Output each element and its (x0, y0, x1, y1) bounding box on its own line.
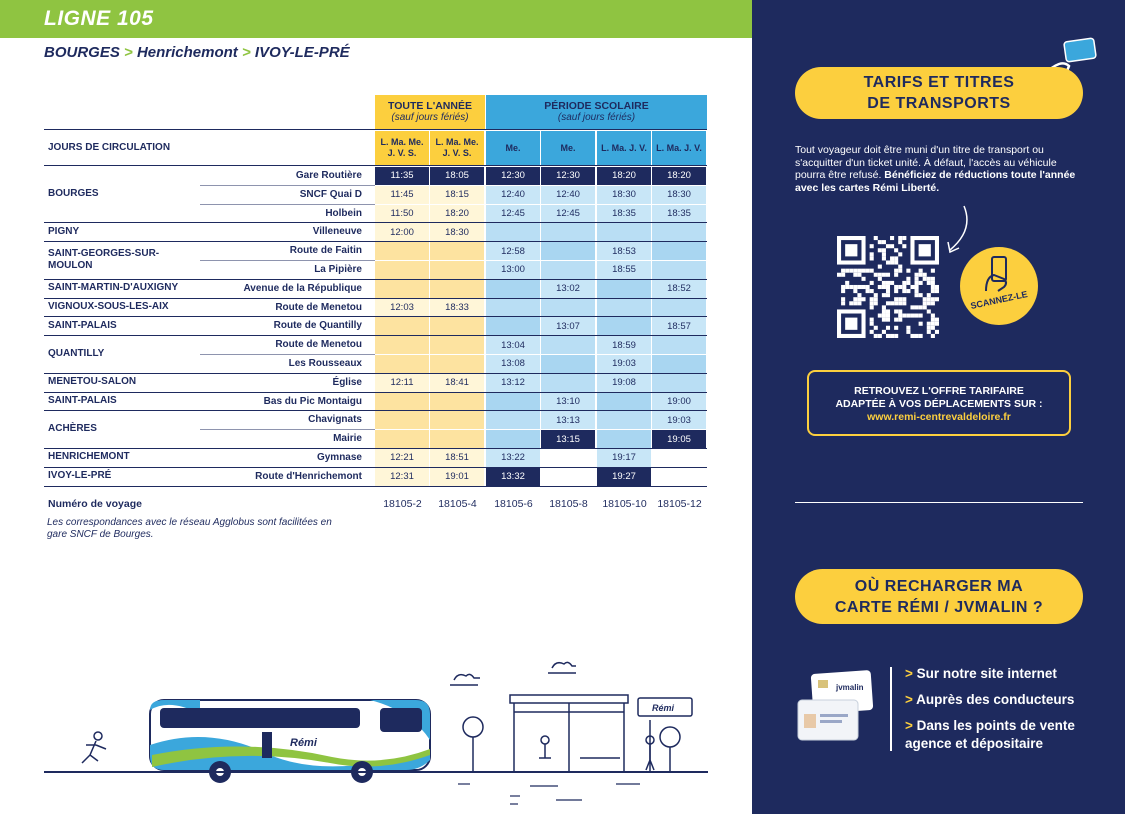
time-cell (597, 317, 651, 335)
connection-note: Les correspondances avec le réseau Agglobus sont facilitées en gare SNCF de Bourges. (47, 517, 332, 540)
time-cell: 19:27 (597, 468, 651, 486)
group-header-all-year (375, 95, 485, 129)
route-title (44, 44, 350, 61)
scan-badge (960, 247, 1038, 325)
time-cell (652, 299, 706, 317)
time-cell: 13:15 (541, 430, 595, 448)
time-cell: 13:04 (486, 336, 540, 354)
time-cell (597, 393, 651, 411)
time-cell (430, 280, 484, 298)
time-cell: 18:33 (430, 299, 484, 317)
town-line (44, 279, 707, 280)
stop-name: Route de Menetou (275, 301, 362, 313)
town-line (44, 241, 707, 242)
time-cell: 18:20 (430, 205, 484, 223)
group-subtitle-school: (sauf jours fériés) (557, 112, 636, 123)
stop-sign-label: Rémi (652, 703, 675, 713)
time-cell: 18:35 (652, 205, 706, 223)
row-line (200, 204, 375, 205)
day-cell: L. Ma. Me. J. V. S. (375, 131, 429, 165)
days-label: JOURS DE CIRCULATION (48, 142, 171, 153)
group-title-school: PÉRIODE SCOLAIRE (544, 100, 649, 112)
qr-code[interactable] (837, 236, 939, 338)
time-cell: 12:30 (541, 167, 595, 185)
time-cell (430, 411, 484, 429)
time-cell (375, 261, 429, 279)
time-cell (430, 317, 484, 335)
time-cell (430, 355, 484, 373)
recharge-location-item (905, 717, 1105, 753)
row-line (200, 260, 375, 261)
table-line (44, 165, 707, 166)
town-line (44, 316, 707, 317)
stop-name: Bas du Pic Montaigu (263, 395, 362, 407)
time-cell: 12:31 (375, 468, 429, 486)
bus-icon (150, 700, 430, 783)
time-cell (430, 430, 484, 448)
group-subtitle-all-year: (sauf jours fériés) (391, 112, 469, 123)
time-cell: 13:00 (486, 261, 540, 279)
tariffs-title: TARIFS ET TITRES DE TRANSPORTS (863, 74, 1015, 112)
time-cell: 12:30 (486, 167, 540, 185)
time-cell (486, 280, 540, 298)
time-cell: 11:50 (375, 205, 429, 223)
town-line (44, 486, 707, 487)
time-cell: 13:13 (541, 411, 595, 429)
time-cell (430, 261, 484, 279)
stop-name: Mairie (333, 433, 362, 445)
time-cell: 13:12 (486, 374, 540, 392)
recharge-title-pill (795, 569, 1083, 624)
row-line (200, 354, 375, 355)
town-name: MENETOU-SALON (48, 376, 137, 388)
recharge-location-item (905, 691, 1105, 709)
time-cell (541, 336, 595, 354)
town-line (44, 373, 707, 374)
town-line (44, 467, 707, 468)
time-cell: 12:40 (541, 186, 595, 204)
transport-cards-icon (796, 670, 876, 744)
bus-brand-label: Rémi (290, 737, 317, 749)
town-name: PIGNY (48, 225, 80, 237)
time-cell (652, 336, 706, 354)
trip-number: 18105-8 (549, 497, 588, 510)
stop-name: Villeneuve (312, 226, 362, 238)
time-cell (375, 280, 429, 298)
offer-line-1: RETROUVEZ L'OFFRE TARIFAIRE (854, 385, 1024, 397)
time-cell: 18:51 (430, 449, 484, 467)
stop-name: Route de Faitin (289, 245, 362, 257)
time-cell: 18:30 (652, 186, 706, 204)
cards-divider (890, 667, 892, 751)
town-line (44, 448, 707, 449)
trip-number: 18105-4 (438, 497, 477, 510)
time-cell (375, 411, 429, 429)
day-cell: Me. (541, 131, 595, 165)
trip-number: 18105-10 (602, 497, 647, 510)
time-cell: 18:30 (597, 186, 651, 204)
time-cell (541, 374, 595, 392)
day-cell: Me. (486, 131, 540, 165)
time-cell: 19:08 (597, 374, 651, 392)
time-cell: 19:05 (652, 430, 706, 448)
time-cell (541, 223, 595, 241)
stop-name: Gymnase (316, 452, 362, 463)
stop-name: Chavignats (308, 414, 362, 426)
bus-stop-illustration (40, 650, 720, 810)
time-cell: 18:41 (430, 374, 484, 392)
stop-name: Route de Menetou (275, 339, 362, 351)
time-cell (652, 223, 706, 241)
time-cell (652, 261, 706, 279)
time-cell (375, 317, 429, 335)
time-cell (597, 280, 651, 298)
time-cell: 18:57 (652, 317, 706, 335)
stop-name: SNCF Quai D (299, 188, 362, 200)
stop-name: Les Rousseaux (288, 358, 362, 369)
stop-name: Holbein (325, 207, 362, 219)
time-cell (375, 242, 429, 260)
time-cell (430, 336, 484, 354)
time-cell (652, 468, 706, 486)
group-header-school (486, 95, 707, 129)
sidebar-divider (795, 502, 1083, 503)
town-name: SAINT-PALAIS (48, 319, 117, 331)
card-label: jvmalin (836, 683, 864, 692)
time-cell (541, 355, 595, 373)
stop-name: Église (332, 376, 362, 388)
time-cell: 18:15 (430, 186, 484, 204)
route-via: Henrichemont (136, 44, 238, 61)
time-cell (430, 242, 484, 260)
running-person-icon (82, 732, 106, 763)
stop-name: Route d'Henrichemont (255, 470, 362, 482)
time-cell (541, 449, 595, 467)
time-cell (652, 449, 706, 467)
trip-label: Numéro de voyage (48, 497, 142, 510)
time-cell: 18:59 (597, 336, 651, 354)
time-cell: 18:20 (652, 167, 706, 185)
time-cell: 13:22 (486, 449, 540, 467)
time-cell: 19:03 (597, 355, 651, 373)
time-cell (652, 355, 706, 373)
time-cell (597, 430, 651, 448)
town-name: SAINT-PALAIS (48, 395, 117, 406)
time-cell: 12:11 (375, 374, 429, 392)
time-cell (375, 430, 429, 448)
chevron-right-icon: > (905, 666, 917, 681)
trip-number: 18105-12 (657, 497, 702, 510)
town-name: IVOY-LE-PRÉ (48, 470, 112, 482)
recharge-title: OÙ RECHARGER MA CARTE RÉMI / JVMALIN ? (834, 577, 1044, 616)
day-cell: L. Ma. Me. J. V. S. (430, 131, 484, 165)
time-cell: 19:03 (652, 411, 706, 429)
recharge-location-label: Sur notre site internet (916, 666, 1057, 681)
row-line (200, 185, 375, 186)
time-cell (541, 468, 595, 486)
town-name: BOURGES (48, 188, 99, 200)
time-cell: 12:45 (486, 205, 540, 223)
time-cell (486, 393, 540, 411)
time-cell: 12:45 (541, 205, 595, 223)
town-line (44, 222, 707, 223)
time-cell (486, 317, 540, 335)
info-sidebar (752, 0, 1125, 814)
time-cell (375, 355, 429, 373)
line-header-bar (0, 0, 752, 38)
tariffs-title-pill (795, 67, 1083, 119)
scan-label: SCANNEZ-LE (969, 289, 1029, 311)
route-from: BOURGES (44, 44, 120, 61)
time-cell (375, 336, 429, 354)
time-cell (597, 299, 651, 317)
time-cell (597, 411, 651, 429)
town-name: QUANTILLY (48, 348, 105, 359)
time-cell: 18:52 (652, 280, 706, 298)
route-to: IVOY-LE-PRÉ (254, 44, 350, 61)
time-cell: 19:00 (652, 393, 706, 411)
time-cell: 11:35 (375, 167, 429, 185)
day-cell: L. Ma. J. V. (652, 131, 706, 165)
time-cell: 12:40 (486, 186, 540, 204)
time-cell (486, 411, 540, 429)
town-line (44, 410, 707, 411)
route-separator-2: > (241, 44, 251, 61)
time-cell (652, 374, 706, 392)
chevron-right-icon: > (905, 718, 917, 733)
time-cell: 12:21 (375, 449, 429, 467)
curved-arrow-icon (940, 204, 974, 256)
town-name: HENRICHEMONT (48, 451, 130, 463)
time-cell (652, 242, 706, 260)
time-cell (541, 299, 595, 317)
town-name: SAINT-GEORGES-SUR-MOULON (48, 248, 160, 271)
recharge-location-item (905, 665, 1105, 683)
route-separator-1: > (124, 44, 133, 61)
cloud-icon (450, 662, 576, 685)
tariffs-text (795, 144, 1080, 194)
stop-name: Route de Quantilly (273, 320, 362, 332)
line-title: LIGNE 105 (44, 7, 154, 30)
time-cell (541, 261, 595, 279)
stop-name: Avenue de la République (243, 282, 362, 294)
time-cell: 13:10 (541, 393, 595, 411)
table-line (44, 129, 707, 130)
time-cell: 18:20 (597, 167, 651, 185)
time-cell (541, 242, 595, 260)
time-cell (597, 223, 651, 241)
recharge-location-label: Auprès des conducteurs (916, 692, 1075, 707)
day-cell: L. Ma. J. V. (597, 131, 651, 165)
time-cell: 13:07 (541, 317, 595, 335)
recharge-location-label: Dans les points de vente agence et dépositaire (905, 718, 1075, 751)
stop-name: Gare Routière (295, 170, 362, 181)
stop-name: La Pipière (314, 264, 362, 275)
time-cell: 12:00 (375, 223, 429, 241)
time-cell (486, 430, 540, 448)
tariffs-text-bold: Bénéficiez de réductions toute l'année avec les cartes Rémi Liberté. (795, 169, 1076, 194)
phone-hand-icon (982, 255, 1016, 293)
time-cell: 18:53 (597, 242, 651, 260)
time-cell (430, 393, 484, 411)
town-line (44, 392, 707, 393)
time-cell: 18:30 (430, 223, 484, 241)
time-cell (486, 223, 540, 241)
row-line (200, 429, 375, 430)
time-cell: 13:02 (541, 280, 595, 298)
time-cell (486, 299, 540, 317)
time-cell: 18:55 (597, 261, 651, 279)
offer-box (807, 370, 1071, 436)
offer-url-link[interactable]: www.remi-centrevaldeloire.fr (867, 411, 1011, 423)
time-cell: 13:08 (486, 355, 540, 373)
tariffs-text-regular: Tout voyageur doit être muni d'un titre de transport ou s'acquitter d'un ticket unité. À défaut, l'accès au véhicule pourra être refusé. (795, 144, 1057, 181)
time-cell: 13:32 (486, 468, 540, 486)
time-cell: 12:58 (486, 242, 540, 260)
time-cell (375, 393, 429, 411)
time-cell: 11:45 (375, 186, 429, 204)
time-cell: 12:03 (375, 299, 429, 317)
chevron-right-icon: > (905, 692, 917, 707)
time-cell: 18:35 (597, 205, 651, 223)
trip-number: 18105-2 (383, 497, 422, 510)
town-line (44, 298, 707, 299)
offer-line-2: ADAPTÉE À VOS DÉPLACEMENTS SUR : (835, 398, 1043, 410)
tree-icon (463, 717, 680, 772)
town-line (44, 335, 707, 336)
town-name: ACHÈRES (48, 423, 97, 435)
trip-number: 18105-6 (494, 497, 533, 510)
time-cell: 18:05 (430, 167, 484, 185)
time-cell: 19:01 (430, 468, 484, 486)
town-name: VIGNOUX-SOUS-LES-AIX (48, 301, 169, 312)
time-cell: 19:17 (597, 449, 651, 467)
town-name: SAINT-MARTIN-D'AUXIGNY (48, 282, 179, 294)
group-title-all-year: TOUTE L'ANNÉE (388, 100, 472, 112)
